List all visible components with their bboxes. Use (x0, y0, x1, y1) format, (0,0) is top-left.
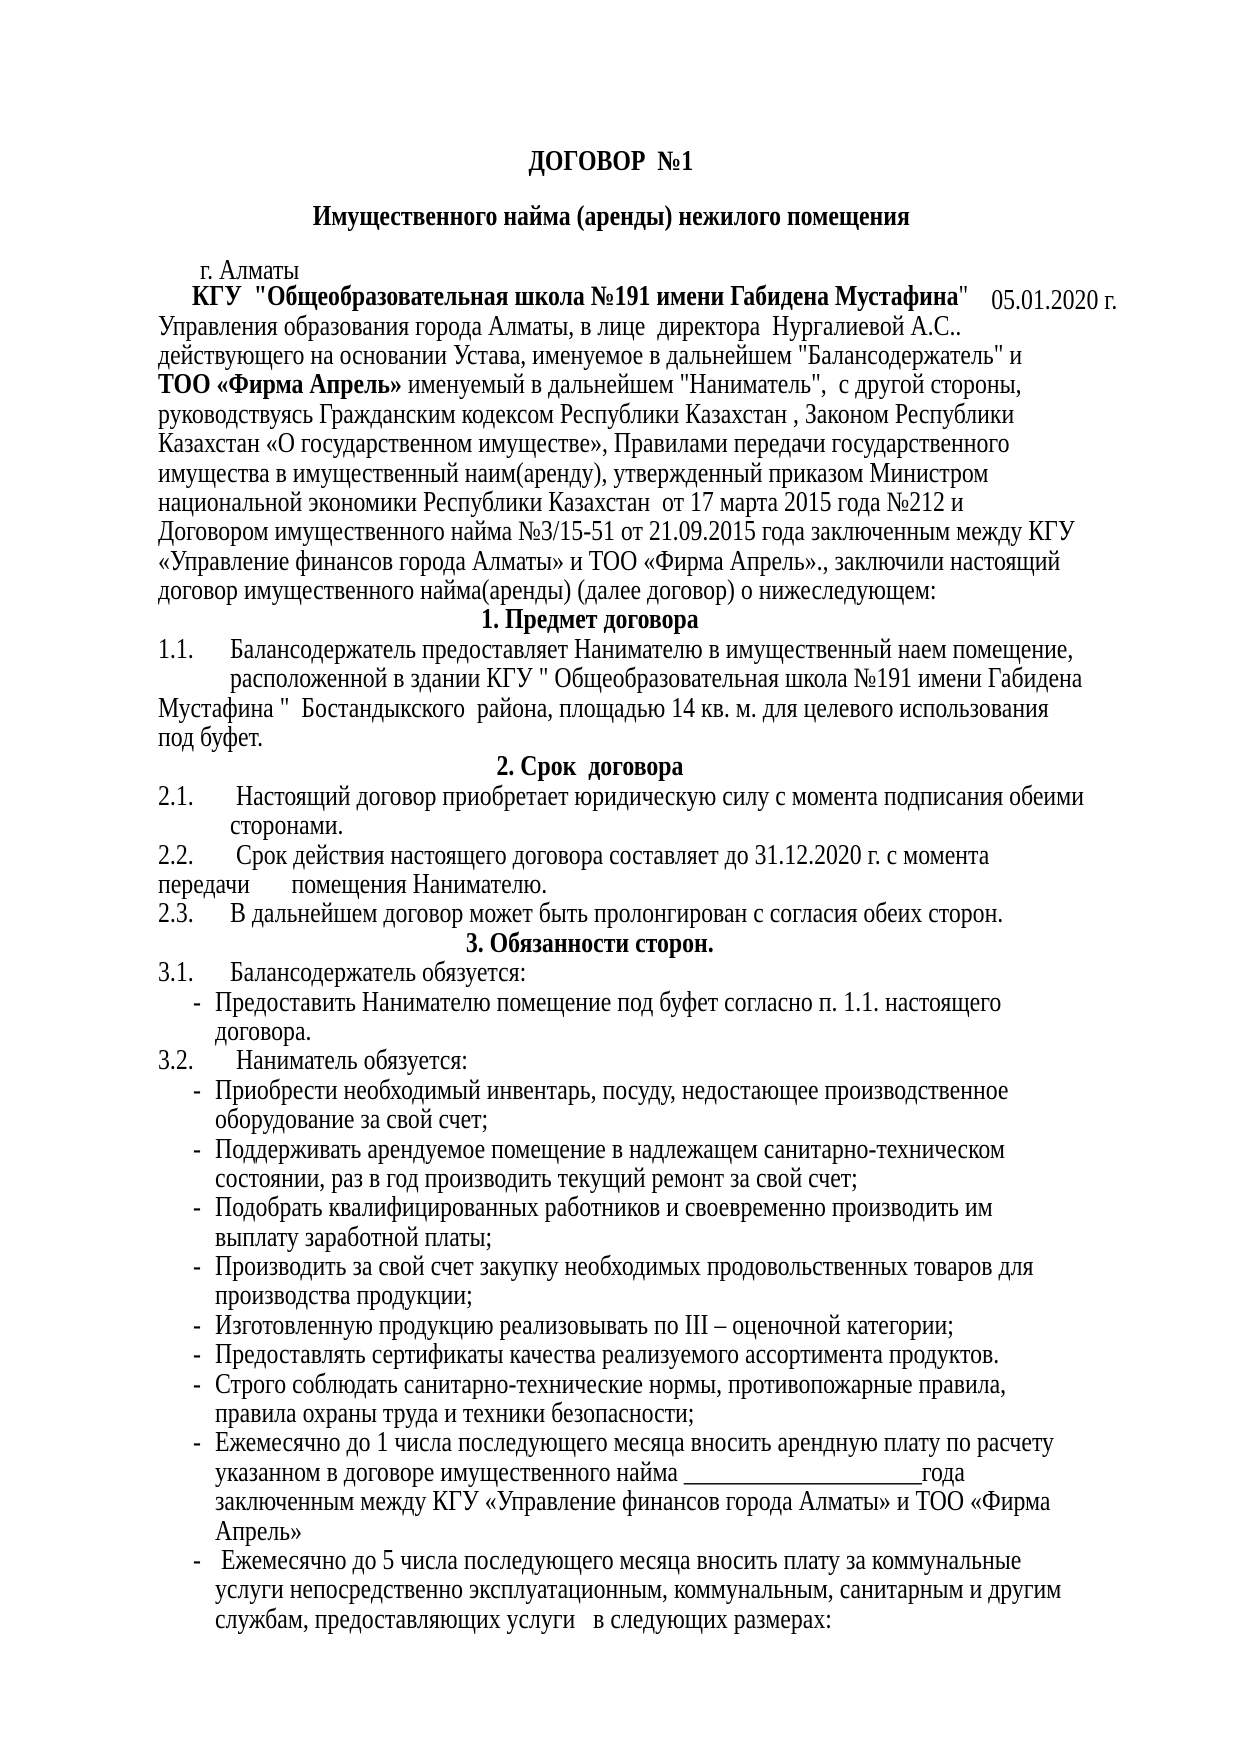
line-text: Предоставлять сертификаты качества реализуемого ассортимента продуктов. (215, 1339, 1000, 1371)
list-number: 2.1. (158, 780, 194, 812)
line-text (192, 282, 968, 311)
document-title-line (158, 118, 1022, 178)
line-text: правила охраны труда и техники безопасности; (215, 1398, 695, 1430)
line-text: указанном в договоре имущественного найма ____________________года (215, 1456, 965, 1488)
section-heading (158, 605, 1022, 634)
doc-line (158, 370, 1140, 399)
line-text: «Управление финансов города Алматы» и ТОО «Фирма Апрель»., заключили настоящий (158, 545, 1061, 577)
doc-line (158, 459, 1140, 488)
doc-line (158, 1605, 1140, 1634)
document-content (158, 118, 1140, 1634)
line-text: имущества в имущественный наим(аренду), утвержденный приказом Министром (158, 457, 989, 489)
doc-line (158, 694, 1140, 723)
section-heading (158, 752, 1022, 781)
document-city: г. Алматы (200, 255, 300, 287)
line-text: Строго соблюдать санитарно-технические нормы, противопожарные правила, (215, 1368, 1007, 1400)
line-text: Предоставить Нанимателю помещение под буфет согласно п. 1.1. настоящего (215, 986, 1002, 1018)
bullet-dash: - (193, 986, 201, 1018)
doc-line (158, 429, 1140, 458)
line-text: производства продукции; (215, 1280, 473, 1312)
bullet-dash: - (193, 1133, 201, 1165)
line-text: Подобрать квалифицированных работников и своевременно производить им (215, 1192, 993, 1224)
doc-line (158, 664, 1140, 693)
line-text: Мустафина " Бостандыкского района, площадью 14 кв. м. для целевого использования (158, 692, 1049, 724)
line-text: руководствуясь Гражданским кодексом Республики Казахстан , Законом Республики (158, 398, 1015, 430)
doc-line (158, 1546, 1140, 1575)
line-text: сторонами. (230, 810, 344, 842)
line-text: договор имущественного найма(аренды) (далее договор) о нижеследующем: (158, 575, 937, 607)
doc-line (158, 1517, 1140, 1546)
doc-line (158, 782, 1140, 811)
line-text: Ежемесячно до 1 числа последующего месяца вносить арендную плату по расчету (215, 1427, 1054, 1459)
line-text: Поддерживать арендуемое помещение в надлежащем санитарно-техническом (215, 1133, 1005, 1165)
doc-line (158, 1135, 1140, 1164)
document-date: 05.01.2020 г. (990, 284, 1117, 316)
bold-run: ТОО «Фирма Апрель» (158, 369, 402, 401)
doc-line (158, 1487, 1140, 1516)
doc-line (158, 1017, 1140, 1046)
list-number: 2.2. (158, 839, 194, 871)
bullet-dash: - (193, 1192, 201, 1224)
line-text: службам, предоставляющих услуги в следующих размерах: (215, 1603, 832, 1635)
line-text: Приобрести необходимый инвентарь, посуду, недостающее производственное (215, 1074, 1009, 1106)
line-text: Срок действия настоящего договора составляет до 31.12.2020 г. с момента (230, 839, 990, 871)
line-text (158, 370, 1022, 399)
text-run: " (958, 281, 969, 313)
doc-line (158, 1311, 1140, 1340)
list-number: 3.1. (158, 957, 194, 989)
line-text: услуги непосредственно эксплуатационным, коммунальным, санитарным и другим (215, 1574, 1062, 1606)
line-text: Казахстан «О государственном имуществе», Правилами передачи государственного (158, 428, 1010, 460)
bold-run: КГУ "Общеобразовательная школа №191 имени Габидена Мустафина (192, 281, 959, 313)
doc-line (158, 400, 1140, 429)
line-text: Балансодержатель предоставляет Нанимателю в имущественный наем помещение, (230, 633, 1074, 665)
line-text: Настоящий договор приобретает юридическую силу с момента подписания обеими (230, 780, 1084, 812)
doc-line (158, 1428, 1140, 1457)
doc-line (158, 811, 1140, 840)
line-text: состоянии, раз в год производить текущий ремонт за свой счет; (215, 1162, 858, 1194)
doc-line (158, 488, 1140, 517)
doc-line (158, 312, 1140, 341)
bullet-dash: - (193, 1074, 201, 1106)
section-heading-text: 1. Предмет договора (481, 604, 699, 636)
document-subtitle: Имущественного найма (аренды) нежилого помещения (312, 200, 910, 232)
doc-line (158, 1575, 1140, 1604)
doc-line (158, 341, 1140, 370)
section-heading-text: 2. Срок договора (496, 751, 684, 783)
list-number: 3.2. (158, 1045, 194, 1077)
doc-line (158, 723, 1140, 752)
doc-line (158, 635, 1140, 664)
doc-line (158, 1046, 1140, 1075)
doc-line (158, 1076, 1140, 1105)
line-text: Производить за свой счет закупку необходимых продовольственных товаров для (215, 1251, 1034, 1283)
line-text: Изготовленную продукцию реализовывать по III – оценочной категории; (215, 1309, 954, 1341)
doc-line (158, 282, 1140, 311)
line-text: национальной экономики Республики Казахстан от 17 марта 2015 года №212 и (158, 486, 964, 518)
bullet-dash: - (193, 1368, 201, 1400)
doc-line (158, 1164, 1140, 1193)
bullet-dash: - (193, 1309, 201, 1341)
doc-line (158, 841, 1140, 870)
line-text: расположенной в здании КГУ " Общеобразовательная школа №191 имени Габидена (230, 663, 1083, 695)
bullet-dash: - (193, 1339, 201, 1371)
doc-line (158, 1223, 1140, 1252)
line-text: передачи помещения Нанимателю. (158, 868, 548, 900)
line-text: заключенным между КГУ «Управление финансов города Алматы» и ТОО «Фирма (215, 1486, 1051, 1518)
line-text: оборудование за свой счет; (215, 1104, 489, 1136)
doc-line (158, 1340, 1140, 1369)
bullet-dash: - (193, 1544, 201, 1576)
line-text: Апрель» (215, 1515, 303, 1547)
document-subtitle-line (158, 172, 1022, 232)
section-heading (158, 929, 1022, 958)
doc-line (158, 576, 1140, 605)
doc-line (158, 958, 1140, 987)
doc-line (158, 899, 1140, 928)
bullet-dash: - (193, 1427, 201, 1459)
list-number: 2.3. (158, 898, 194, 930)
line-text: действующего на основании Устава, именуемое в дальнейшем "Балансодержатель" и (158, 339, 1023, 371)
doc-line (158, 1458, 1140, 1487)
line-text: под буфет. (158, 722, 264, 754)
line-text: выплату заработной платы; (215, 1221, 493, 1253)
document-title: ДОГОВОР №1 (528, 146, 694, 178)
doc-line (158, 1193, 1140, 1222)
bullet-dash: - (193, 1251, 201, 1283)
doc-line (158, 1252, 1140, 1281)
line-text: Ежемесячно до 5 числа последующего месяца вносить плату за коммунальные (215, 1544, 1022, 1576)
doc-line (158, 988, 1140, 1017)
list-number: 1.1. (158, 633, 194, 665)
text-run: именуемый в дальнейшем "Наниматель", с другой стороны, (401, 369, 1022, 401)
document-body (158, 282, 1140, 1634)
doc-line (158, 1281, 1140, 1310)
doc-line (158, 870, 1140, 899)
line-text: Управления образования города Алматы, в лице директора Нургалиевой А.С.. (158, 310, 962, 342)
line-text: В дальнейшем договор может быть пролонгирован с согласия обеих сторон. (230, 898, 1004, 930)
section-heading-text: 3. Обязанности сторон. (466, 927, 714, 959)
line-text: Договором имущественного найма №3/15-51 от 21.09.2015 года заключенным между КГУ (158, 516, 1075, 548)
doc-line (158, 1399, 1140, 1428)
doc-line (158, 1370, 1140, 1399)
doc-line (158, 1105, 1140, 1134)
line-text: Балансодержатель обязуется: (230, 957, 527, 989)
line-text: договора. (215, 1015, 312, 1047)
doc-line (158, 517, 1140, 546)
doc-line (158, 547, 1140, 576)
line-text: Наниматель обязуется: (230, 1045, 468, 1077)
